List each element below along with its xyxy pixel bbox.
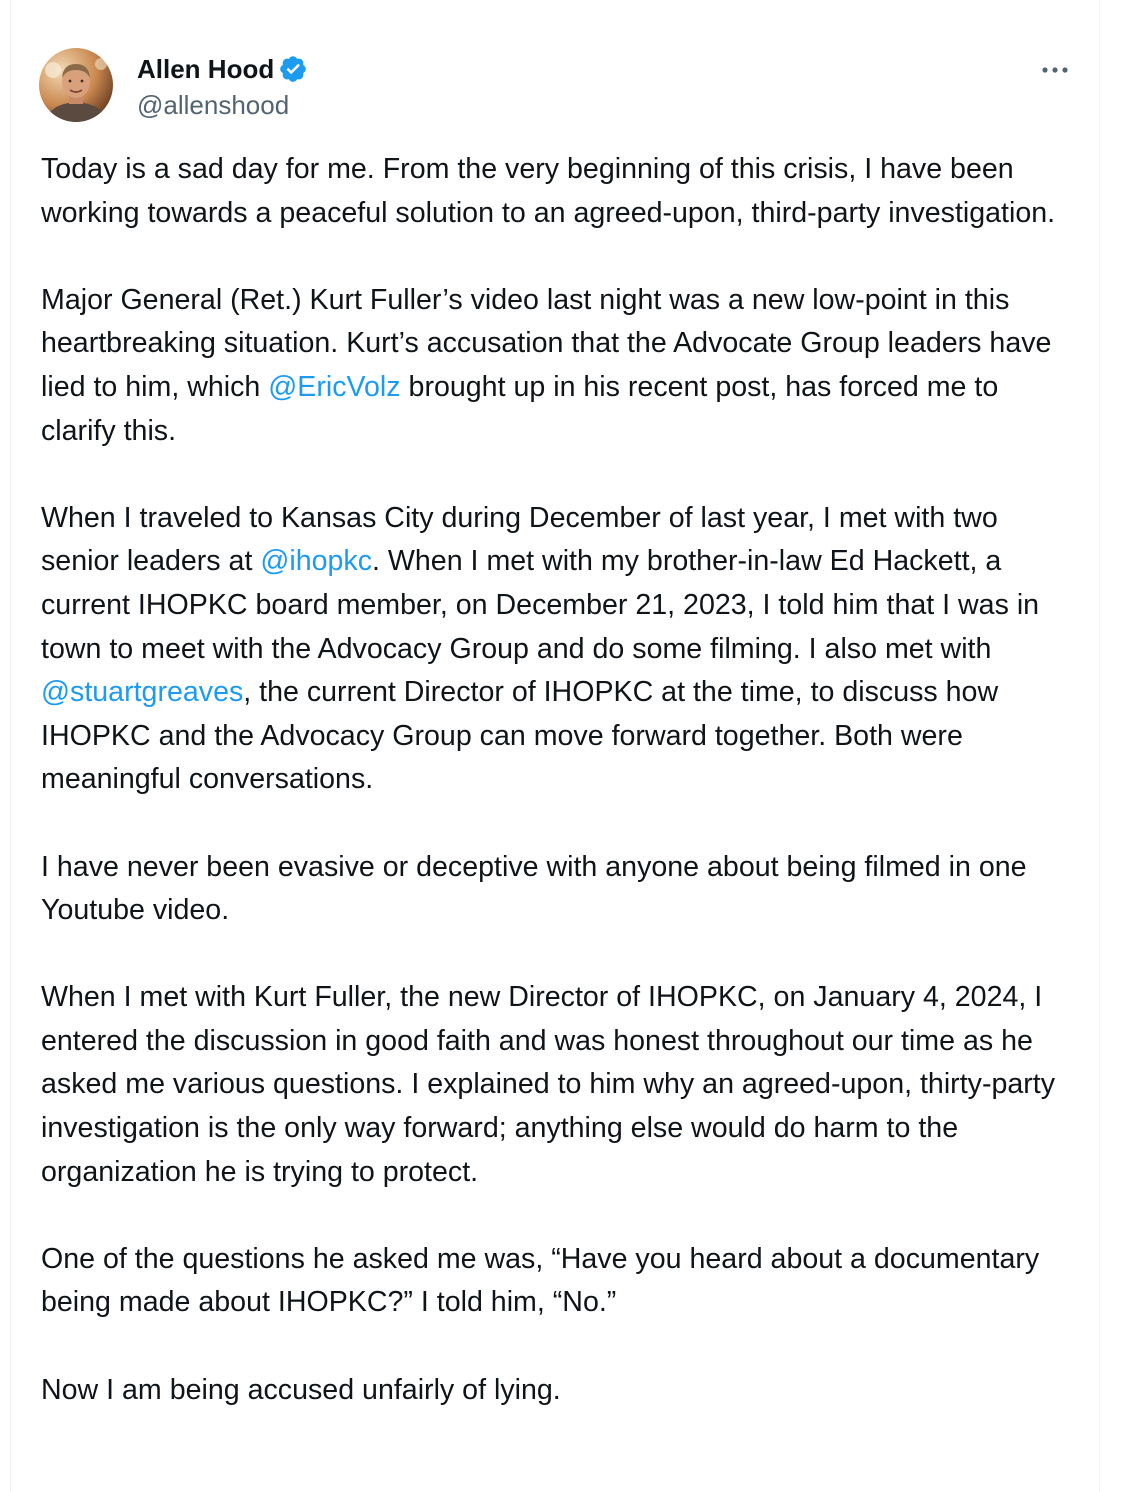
tweet-card [10, 0, 1100, 1492]
tweet-paragraph-1: Today is a sad day for me. From the very beginning of this crisis, I have been working towards a peaceful solution to an agreed-upon, third-party investigation. [41, 153, 1056, 229]
tweet-paragraph-2 [41, 279, 1071, 453]
author-name-row [137, 52, 308, 86]
text-span: brought up in his recent post, has forced me to clarify this. [41, 370, 999, 447]
text-span: Major General (Ret.) Kurt Fuller’s video last night was a new low-point in this heartbreaking situation. Kurt’s accusation that the Advocate Group leaders have lied to him, which [41, 283, 1052, 403]
text-span: . When I met with my brother-in-law Ed Hackett, a current IHOPKC board member, on December 21, 2023, I told him that I was in town to meet with the Advocacy Group and do some filming. I also met with [41, 545, 1040, 665]
mention-link-ihopkc[interactable]: @ihopkc [260, 545, 373, 578]
mention-link-ericvolz[interactable]: @EricVolz [268, 370, 401, 403]
tweet-paragraph-3 [41, 497, 1071, 802]
more-horizontal-icon [1041, 66, 1069, 74]
more-options-button[interactable] [1035, 50, 1075, 90]
tweet-text [41, 148, 1071, 1412]
mention-link-stuartgreaves[interactable]: @stuartgreaves [41, 676, 244, 709]
author-handle[interactable]: @allenshood [137, 90, 290, 120]
tweet-paragraph-4: I have never been evasive or deceptive with anyone about being filmed in one Youtube video. [41, 850, 1027, 927]
tweet-paragraph-7: Now I am being accused unfairly of lying. [41, 1373, 561, 1406]
verified-badge-icon[interactable] [278, 54, 308, 84]
author-name[interactable]: Allen Hood [137, 54, 275, 84]
tweet-paragraph-6: One of the questions he asked me was, “Have you heard about a documentary being made about IHOPKC?” I told him, “No.” [41, 1242, 1040, 1319]
text-span: , the current Director of IHOPKC at the time, to discuss how IHOPKC and the Advocacy Group can move forward together. Both were meaningful conversations. [41, 676, 999, 796]
profile-photo-icon [39, 48, 113, 122]
text-span: When I traveled to Kansas City during December of last year, I met with two senior leaders at [41, 501, 998, 578]
avatar[interactable] [39, 48, 113, 122]
tweet-paragraph-5: When I met with Kurt Fuller, the new Director of IHOPKC, on January 4, 2024, I entered the discussion in good faith and was honest throughout our time as he asked me various questions. I explained to him why an agreed-upon, thirty-party investigation is the only way forward; anything else would do harm to the organization he is trying to protect. [41, 981, 1056, 1188]
